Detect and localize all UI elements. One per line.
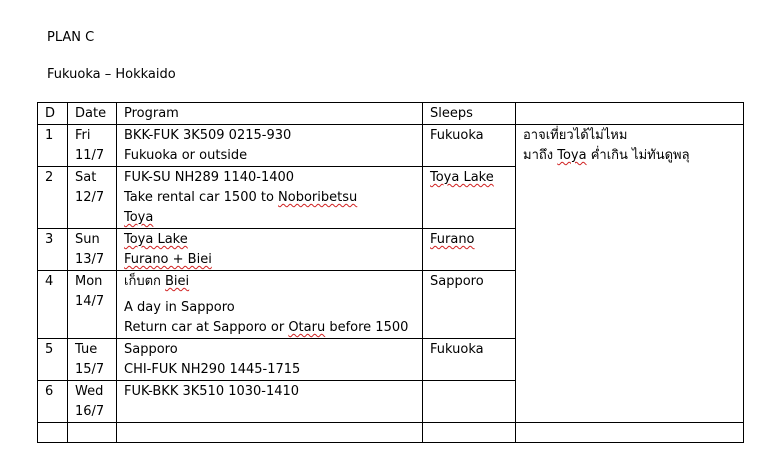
sleeps-cell: Fukuoka — [423, 125, 516, 167]
date: 11/7 — [75, 148, 105, 163]
program-text: before 1500 — [325, 320, 409, 335]
program-line: Sapporo — [124, 342, 178, 357]
sleeps-cell: Fukuoka — [423, 339, 516, 381]
itinerary-table — [37, 102, 744, 443]
program-line: Fukuoka or outside — [124, 148, 248, 163]
sleeps-cell — [423, 229, 516, 271]
program-line: FUK-SU NH289 1140-1400 — [124, 170, 295, 185]
weekday: Mon — [75, 274, 103, 289]
spellcheck-word: Toya — [557, 148, 587, 163]
weekday: Tue — [75, 342, 98, 357]
empty-cell — [117, 423, 423, 443]
table-header-row — [38, 103, 744, 125]
program-text: Return car at Sapporo or — [124, 320, 289, 335]
notes-text: ค่ำเกิน ไม่ทันดูพลุ — [586, 148, 690, 163]
spellcheck-word: Noboribetsu — [278, 190, 358, 205]
date: 15/7 — [75, 362, 105, 377]
sleeps-cell — [423, 167, 516, 229]
date-cell — [68, 229, 117, 271]
program-cell — [117, 167, 423, 229]
day-number-cell: 1 — [38, 125, 68, 167]
program-cell — [117, 229, 423, 271]
program-text: เก็บตก — [124, 274, 166, 289]
table-row — [38, 125, 744, 167]
empty-cell — [68, 423, 117, 443]
table-row-empty — [38, 423, 744, 443]
spellcheck-word: Furano — [430, 232, 475, 247]
date: 16/7 — [75, 404, 105, 419]
program-cell — [117, 339, 423, 381]
header-program: Program — [117, 103, 423, 125]
program-line: Toya Lake — [124, 232, 188, 247]
date-cell — [68, 167, 117, 229]
day-number-cell: 6 — [38, 381, 68, 423]
empty-cell — [38, 423, 68, 443]
spellcheck-word: Toya — [124, 210, 154, 225]
program-line — [124, 318, 418, 338]
date-cell — [68, 271, 117, 339]
day-number-cell: 3 — [38, 229, 68, 271]
day-number-cell: 4 — [38, 271, 68, 339]
document-subtitle: Fukuoka – Hokkaido — [47, 67, 176, 82]
notes-line: อาจเที่ยวได้ไม่ไหม — [523, 128, 628, 143]
date: 14/7 — [75, 294, 105, 309]
date-cell — [68, 381, 117, 423]
program-line: A day in Sapporo — [124, 300, 235, 315]
notes-cell — [516, 125, 744, 423]
program-line: BKK-FUK 3K509 0215-930 — [124, 128, 292, 143]
weekday: Wed — [75, 384, 104, 399]
program-line: Furano + Biei — [124, 252, 212, 267]
program-cell — [117, 381, 423, 423]
day-number-cell: 2 — [38, 167, 68, 229]
date: 13/7 — [75, 252, 105, 267]
sleeps-cell — [423, 381, 516, 423]
date-cell — [68, 125, 117, 167]
program-cell — [117, 271, 423, 339]
program-line — [124, 272, 418, 292]
header-day-number: D — [38, 103, 68, 125]
program-line: FUK-BKK 3K510 1030-1410 — [124, 384, 300, 399]
date-cell — [68, 339, 117, 381]
spellcheck-word: Toya Lake — [430, 170, 494, 185]
weekday: Fri — [75, 128, 91, 143]
weekday: Sun — [75, 232, 100, 247]
spellcheck-word: Biei — [165, 274, 190, 289]
notes-text: มาถึง — [523, 148, 558, 163]
program-cell — [117, 125, 423, 167]
empty-cell — [423, 423, 516, 443]
spellcheck-word: Otaru — [288, 320, 326, 335]
weekday: Sat — [75, 170, 97, 185]
document-title: PLAN C — [47, 30, 95, 45]
sleeps-cell: Sapporo — [423, 271, 516, 339]
header-sleeps: Sleeps — [423, 103, 516, 125]
program-line: CHI-FUK NH290 1445-1715 — [124, 362, 301, 377]
header-notes — [516, 103, 744, 125]
date: 12/7 — [75, 190, 105, 205]
empty-cell — [516, 423, 744, 443]
program-text: Take rental car 1500 to — [124, 190, 279, 205]
notes-line — [523, 146, 739, 166]
day-number-cell: 5 — [38, 339, 68, 381]
header-date: Date — [68, 103, 117, 125]
program-line — [124, 208, 418, 228]
program-line — [124, 188, 418, 208]
